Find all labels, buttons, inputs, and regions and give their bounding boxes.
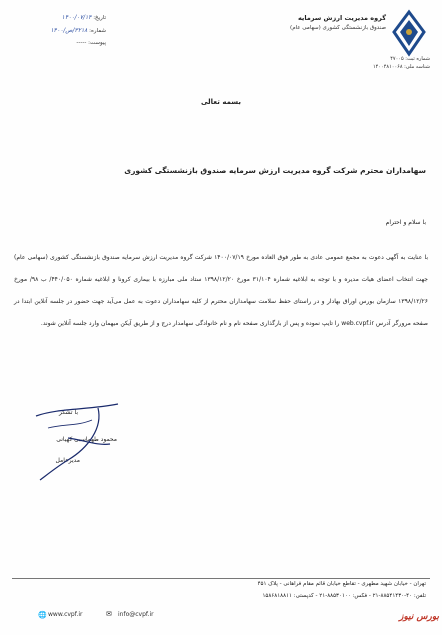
signer-role: مدیرعامل [55, 457, 80, 464]
letter-body: با عنایت به آگهی دعوت به مجمع عمومی عادی به طور فوق العاده مورخ ۱۴۰۰/۰۷/۱۹ شرکت گروه مدیریت ارزش سرمایه صندوق بازنشستگی کشوری (سهامی عام) جهت انتخاب اعضای هیات مدیره و با توجه به ابلاغیه شماره ۳۱/۱۰۴ مورخ ۱۳۹۸/۱۲/۲۰ ستاد ملی مبارزه با بیماری کرونا و ابلاغیه شماره ۴۴۰/۰۵۰/ ب ۹۸/ مورخ ۱۳۹۸/۱۲/۲۶ سازمان بورس اوراق بهادار و در راستای حفظ سلامت سهامداران محترم از کلیه سهامداران دعوت به عمل می‌آید جهت حضور در جلسه آنلاین ابتدا در صفحه مرورگر آدرس web.cvpf.ir را تایپ نموده و پس از بارگذاری صفحه نام و نام خانوادگی سهامدار درج و از طریق آیکن میهمان وارد جلسه آنلاین شوند. [14, 254, 429, 327]
number-field [16, 27, 106, 34]
attachment-field [16, 40, 106, 46]
date-value: ۱۴۰۰/۰۷/۱۴ [61, 14, 92, 21]
organization-logo [390, 8, 428, 58]
attachment-label: پیوست: [88, 40, 106, 46]
footer-contact: تلفن: ۴۰-۸۸۵۴۱۴۳۰-۲۱ - فکس: ۸۸۵۳۰۱۰۰-۲۱ - کدپستی: ۱۵۸۶۸۱۸۸۱۱ [262, 593, 426, 599]
number-value: ۳۲۱۸/ص/۱۴۰۰ [50, 27, 88, 34]
organization-name: گروه مدیریت ارزش سرمایه [297, 14, 386, 22]
source-watermark: بورس نیوز [399, 612, 439, 622]
addressee: سهامداران محترم شرکت گروه مدیریت ارزش سرمایه صندوق بازنشستگی کشوری [124, 166, 426, 175]
greeting: با سلام و احترام [385, 219, 426, 226]
globe-icon: 🌐 [38, 611, 47, 619]
number-label: شماره: [89, 28, 106, 34]
attachment-value: ----- [76, 40, 87, 46]
signer-name: محمود طهماسبی کهیانی [56, 436, 117, 443]
organization-subtitle: صندوق بازنشستگی کشوری (سهامی عام) [290, 25, 386, 31]
footer-divider [12, 578, 430, 579]
closing-thanks: با تشکر [58, 409, 78, 416]
footer-address: تهران - خیابان شهید مطهری - تقاطع خیابان قائم مقام فراهانی - پلاک ۴۵۱ [257, 581, 426, 587]
website-link[interactable]: www.cvpf.ir [48, 611, 83, 618]
mail-icon: ✉ [106, 610, 112, 618]
date-label: تاریخ: [93, 15, 106, 21]
email-link[interactable]: info@cvpf.ir [118, 611, 154, 618]
basmala: بسمه تعالی [200, 98, 242, 106]
handwritten-signature [28, 398, 138, 483]
national-id: شناسه ملی: ۱۴۰۰۴۸۱۰۰۶۸ [372, 64, 430, 70]
registration-number: شماره ثبت: ۴۷۰۰۵ [390, 56, 430, 62]
date-field [16, 14, 106, 21]
